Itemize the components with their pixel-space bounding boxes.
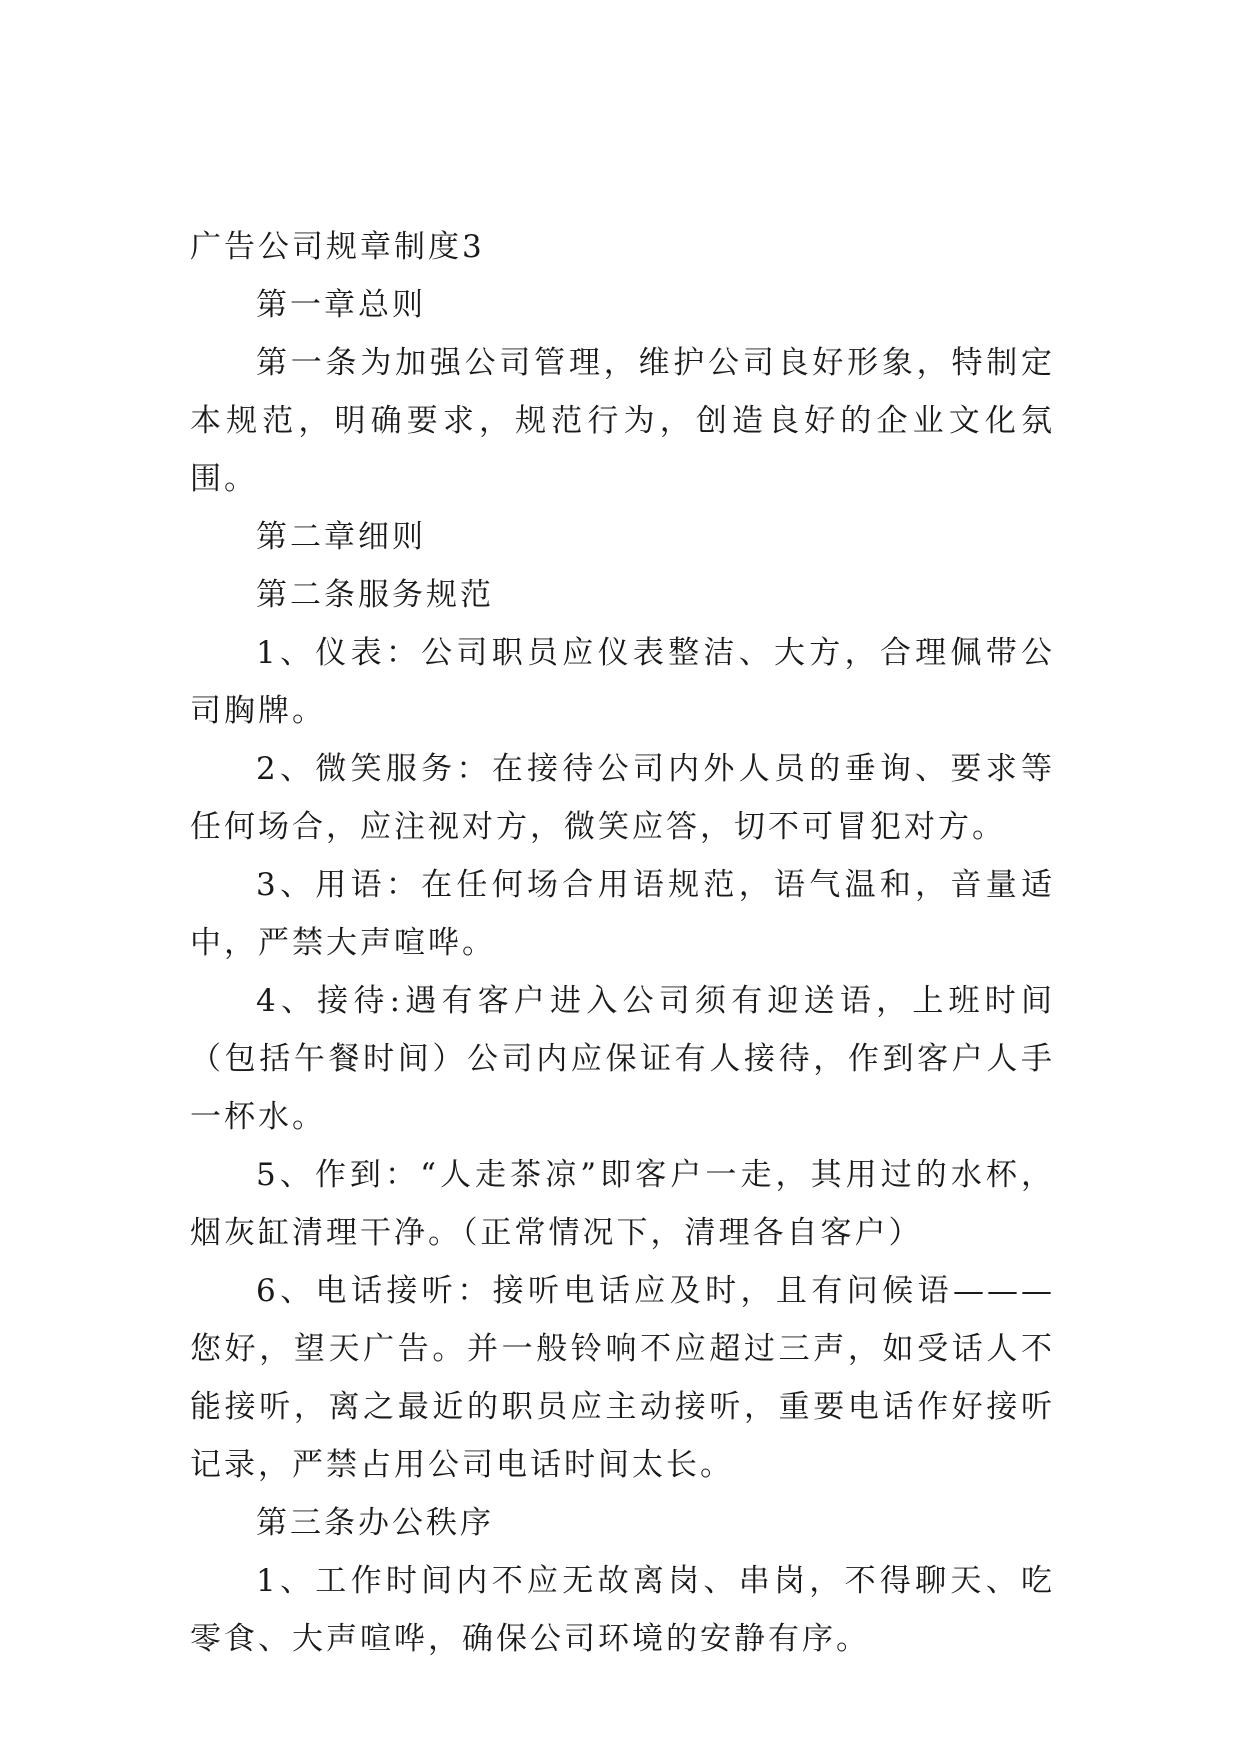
article-heading: 第三条办公秩序 — [256, 1505, 494, 1541]
paragraph: 6、电话接听：接听电话应及时，且有问候语———您好，望天广告。并一般铃响不应超过三声，如受话人不能接听，离之最近的职员应主动接听，重要电话作好接听记录，严禁占用公司电话时间太长。 — [190, 1273, 1055, 1483]
document-title: 广告公司规章制度3 — [190, 229, 485, 265]
paragraph: 第一条为加强公司管理，维护公司良好形象，特制定本规范，明确要求，规范行为，创造良好的企业文化氛围。 — [190, 345, 1055, 497]
paragraph: 4、接待:遇有客户进入公司须有迎送语，上班时间（包括午餐时间）公司内应保证有人接待，作到客户人手一杯水。 — [190, 983, 1055, 1135]
paragraph: 1、工作时间内不应无故离岗、串岗，不得聊天、吃零食、大声喧哗，确保公司环境的安静有序。 — [190, 1563, 1055, 1657]
paragraph: 1、仪表：公司职员应仪表整洁、大方，合理佩带公司胸牌。 — [190, 635, 1055, 729]
paragraph: 2、微笑服务：在接待公司内外人员的垂询、要求等任何场合，应注视对方，微笑应答，切不可冒犯对方。 — [190, 751, 1055, 845]
chapter-heading: 第二章细则 — [256, 519, 426, 555]
paragraph: 5、作到：“人走茶凉”即客户一走，其用过的水杯，烟灰缸清理干净。（正常情况下，清理各自客户） — [190, 1157, 1055, 1251]
article-heading: 第二条服务规范 — [256, 577, 494, 613]
paragraph: 3、用语：在任何场合用语规范，语气温和，音量适中，严禁大声喧哗。 — [190, 867, 1055, 961]
chapter-heading: 第一章总则 — [256, 287, 426, 323]
document-body — [190, 218, 1055, 1668]
